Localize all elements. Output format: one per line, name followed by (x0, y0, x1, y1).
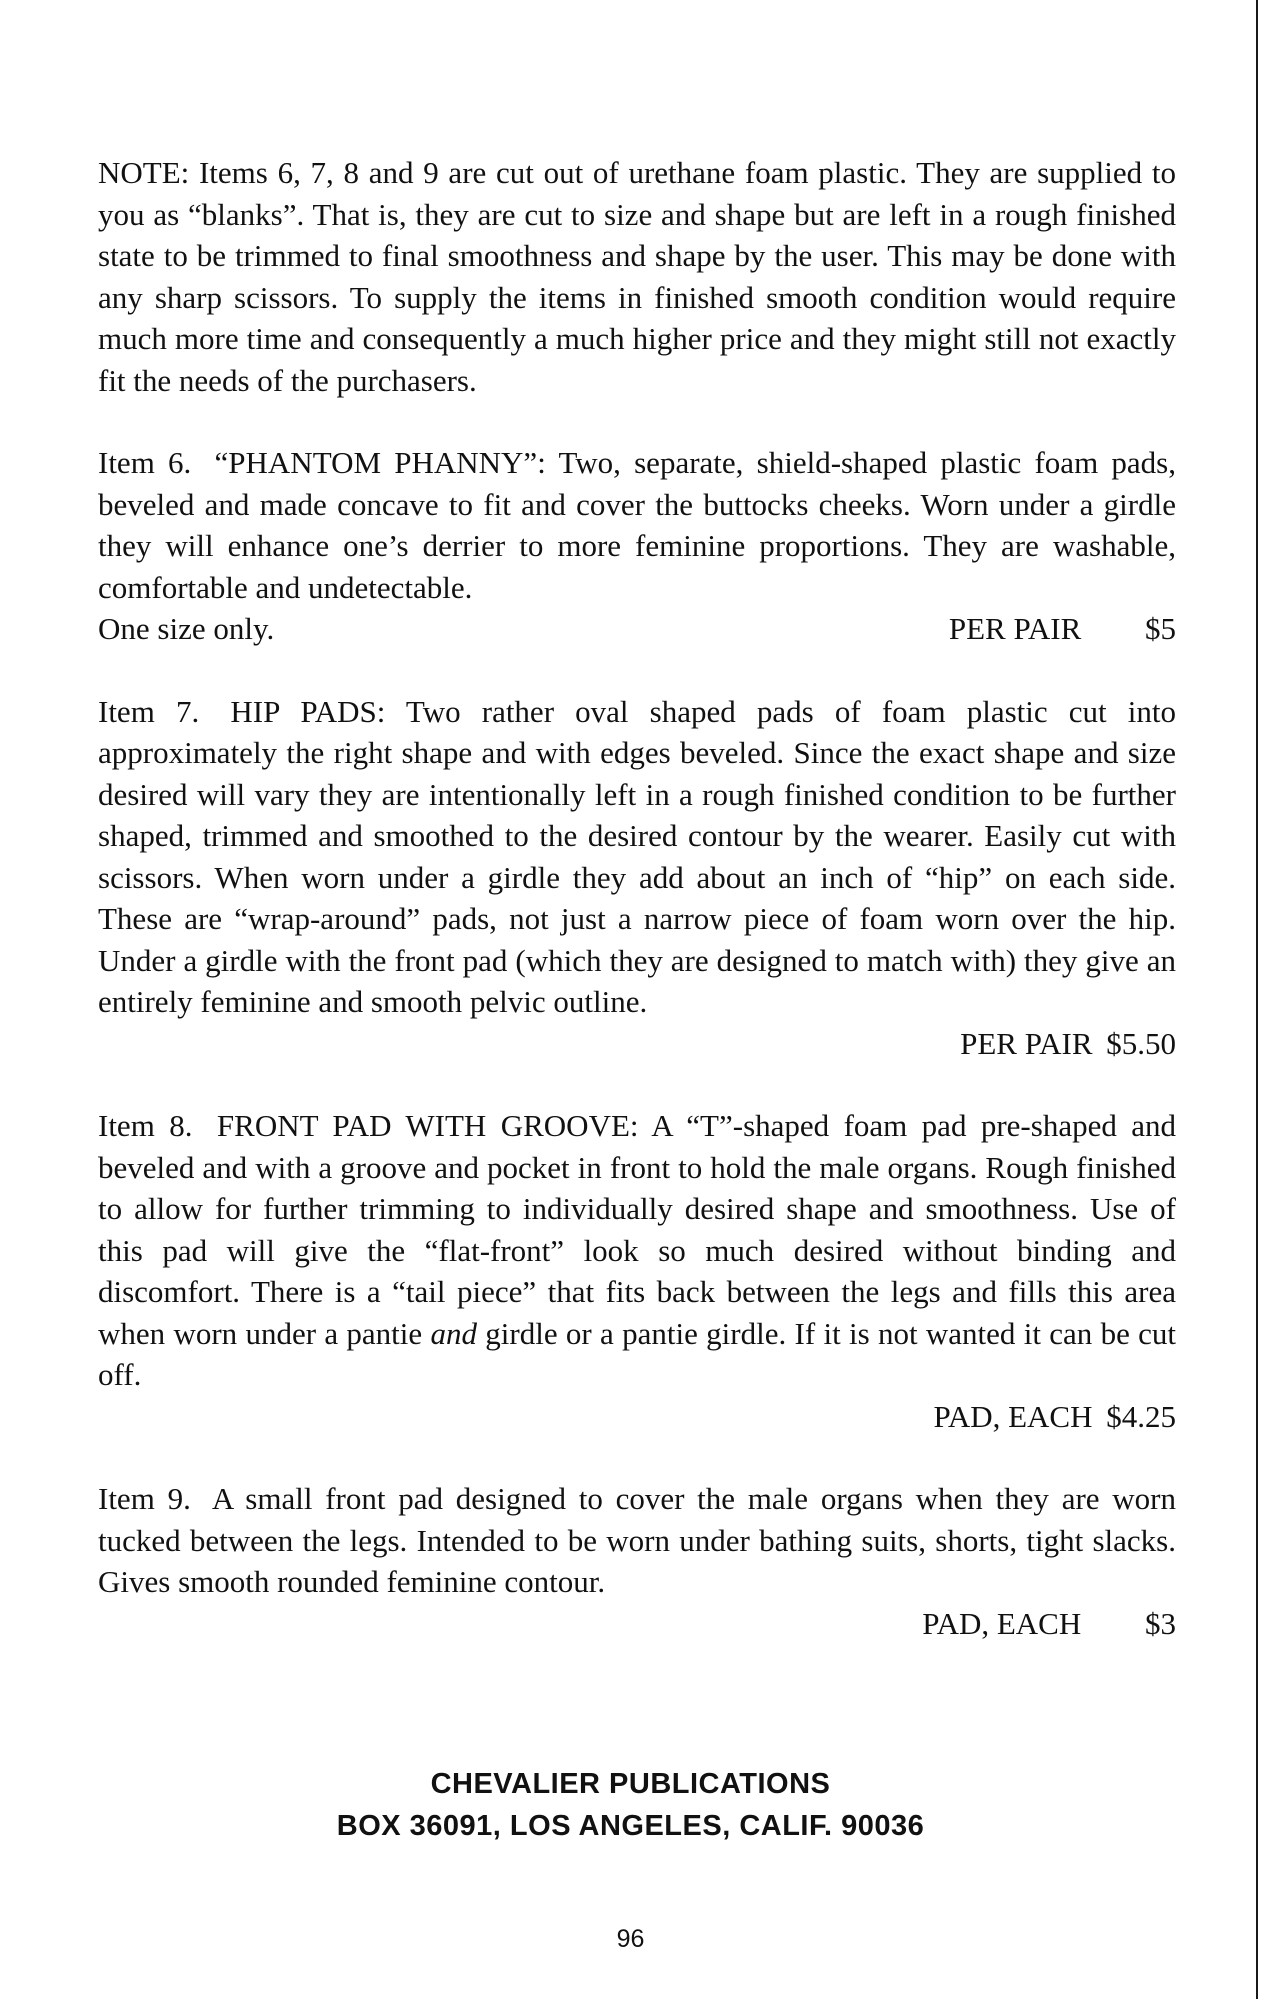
item-7-price-row (98, 1023, 1176, 1065)
item-8-label: Item 8. (98, 1108, 193, 1143)
item-9-price-label: PAD, EACH (922, 1605, 1082, 1641)
item-9-description: A small front pad designed to cover the male organs when they are worn tucked between the legs. Intended to be worn under bathing suits, shorts, tight slacks. Gives smooth rounded feminine contour. (98, 1481, 1177, 1599)
item-8-description-end: girdle or a pantie girdle. If it is not wanted it can be cut off. (98, 1315, 1177, 1392)
item-8-price-row (98, 1396, 1176, 1438)
item-9-label: Item 9. (98, 1481, 191, 1516)
item-6-size-note: One size only. (98, 611, 275, 646)
item-8-description: FRONT PAD WITH GROOVE: A “T”-shaped foam pad pre-shaped and beveled and with a groove and pocket in front to hold the male organs. Rough finished to allow for further trimming to individually desired shape and smoothness. Use of this pad will give the “flat-front” look so much desired without binding and discomfort. There is a “tail piece” that fits back between the legs and fills this area when worn under a pantie (98, 1108, 1177, 1351)
item-6-price: $5 (1145, 611, 1176, 646)
item-6 (98, 442, 1176, 650)
publisher-name: CHEVALIER PUBLICATIONS (430, 1768, 831, 1800)
item-8 (98, 1105, 1176, 1437)
item-7-price-label: PER PAIR (960, 1025, 1093, 1061)
item-7-description: HIP PADS: Two rather oval shaped pads of foam plastic cut into approximately the right shape and with edges beveled. Since the exact shape and size desired will vary they are intentionally left in a rough finished condition to be further shaped, trimmed and smoothed to the desired contour by the wearer. Easily cut with scissors. When worn under a girdle they add about an inch of “hip” on each side. These are “wrap-around” pads, not just a narrow piece of foam worn over the hip. Under a girdle with the front pad (which they are designed to match with) they give an entirely feminine and smooth pelvic outline. (98, 693, 1177, 1019)
item-9 (98, 1478, 1176, 1644)
item-7-label: Item 7. (98, 693, 200, 729)
item-6-price-row (98, 608, 1176, 650)
page-number: 96 (616, 1925, 645, 1953)
item-8-price-label: PAD, EACH (933, 1398, 1093, 1434)
note-paragraph: NOTE: Items 6, 7, 8 and 9 are cut out of urethane foam plastic. They are supplied to you as “blanks”. That is, they are cut to size and shape but are left in a rough finished state to be trimmed to final smoothness and shape by the user. This may be done with any sharp scissors. To supply the items in finished smooth condition would require much more time and consequently a much higher price and they might still not exactly fit the needs of the purchasers. (98, 155, 1176, 398)
item-8-price: $4.25 (1106, 1398, 1176, 1434)
page-edge-rule (1256, 0, 1258, 1999)
item-7 (98, 691, 1176, 1065)
item-6-price-label: PER PAIR (948, 611, 1082, 646)
item-8-emphasis: and (430, 1315, 477, 1351)
publisher-footer (0, 1763, 1261, 1847)
item-9-price: $3 (1145, 1605, 1176, 1641)
item-7-price: $5.50 (1106, 1025, 1176, 1061)
item-6-label: Item 6. (98, 445, 192, 480)
item-9-price-row (98, 1603, 1176, 1645)
publisher-address: BOX 36091, LOS ANGELES, CALIF. 90036 (336, 1810, 925, 1842)
item-6-description: “PHANTOM PHANNY”: Two, separate, shield-shaped plastic foam pads, beveled and made concave to fit and cover the buttocks cheeks. Worn under a girdle they will enhance one’s derrier to more feminine proportions. They are washable, comfortable and undetectable. (98, 445, 1176, 605)
catalog-content (98, 152, 1176, 1685)
